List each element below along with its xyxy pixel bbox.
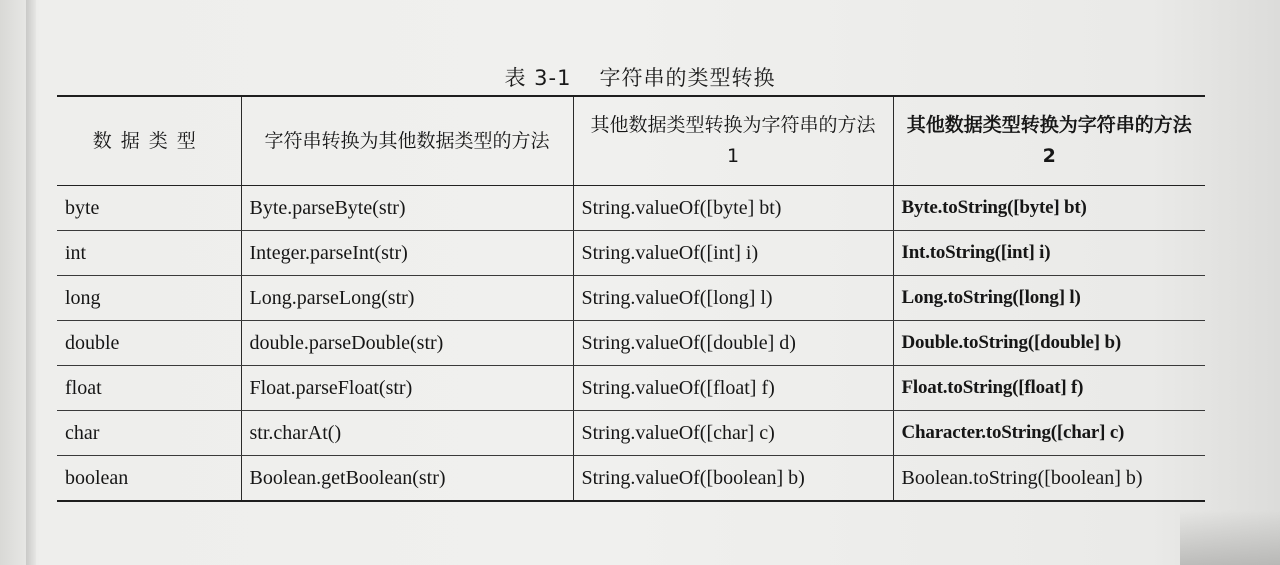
cell-tostring-method: Long.toString([long] l)	[893, 276, 1205, 321]
cell-tostring-method: Byte.toString([byte] bt)	[893, 186, 1205, 231]
table-row	[57, 321, 1205, 366]
table-header-row	[57, 96, 1205, 186]
table-row	[57, 186, 1205, 231]
cell-parse-method: str.charAt()	[241, 411, 573, 456]
header-string-to-type: 字符串转换为其他数据类型的方法	[241, 96, 573, 186]
cell-tostring-method: Int.toString([int] i)	[893, 231, 1205, 276]
cell-valueof-method: String.valueOf([long] l)	[573, 276, 893, 321]
cell-tostring-method: Boolean.toString([boolean] b)	[893, 456, 1205, 502]
cell-type: boolean	[57, 456, 241, 502]
cell-valueof-method: String.valueOf([char] c)	[573, 411, 893, 456]
table-row	[57, 366, 1205, 411]
type-conversion-table	[57, 95, 1205, 502]
cell-type: long	[57, 276, 241, 321]
cell-type: byte	[57, 186, 241, 231]
table-caption	[0, 62, 1280, 92]
header-type-to-string-method-2: 其他数据类型转换为字符串的方法 2	[893, 96, 1205, 186]
header-data-type: 数据类型	[57, 96, 241, 186]
cell-valueof-method: String.valueOf([byte] bt)	[573, 186, 893, 231]
table-row	[57, 411, 1205, 456]
cell-valueof-method: String.valueOf([double] d)	[573, 321, 893, 366]
scan-smudge	[1180, 510, 1280, 565]
cell-valueof-method: String.valueOf([boolean] b)	[573, 456, 893, 502]
cell-parse-method: Byte.parseByte(str)	[241, 186, 573, 231]
cell-parse-method: Float.parseFloat(str)	[241, 366, 573, 411]
cell-parse-method: double.parseDouble(str)	[241, 321, 573, 366]
header-type-to-string-method-1: 其他数据类型转换为字符串的方法 1	[573, 96, 893, 186]
cell-parse-method: Long.parseLong(str)	[241, 276, 573, 321]
table-number: 表 3-1	[504, 66, 572, 90]
cell-parse-method: Integer.parseInt(str)	[241, 231, 573, 276]
cell-tostring-method: Float.toString([float] f)	[893, 366, 1205, 411]
table-row	[57, 276, 1205, 321]
table-row	[57, 231, 1205, 276]
cell-valueof-method: String.valueOf([float] f)	[573, 366, 893, 411]
cell-parse-method: Boolean.getBoolean(str)	[241, 456, 573, 502]
cell-type: double	[57, 321, 241, 366]
cell-tostring-method: Double.toString([double] b)	[893, 321, 1205, 366]
cell-valueof-method: String.valueOf([int] i)	[573, 231, 893, 276]
cell-tostring-method: Character.toString([char] c)	[893, 411, 1205, 456]
cell-type: char	[57, 411, 241, 456]
table-row	[57, 456, 1205, 502]
cell-type: int	[57, 231, 241, 276]
table-title: 字符串的类型转换	[599, 66, 776, 90]
cell-type: float	[57, 366, 241, 411]
